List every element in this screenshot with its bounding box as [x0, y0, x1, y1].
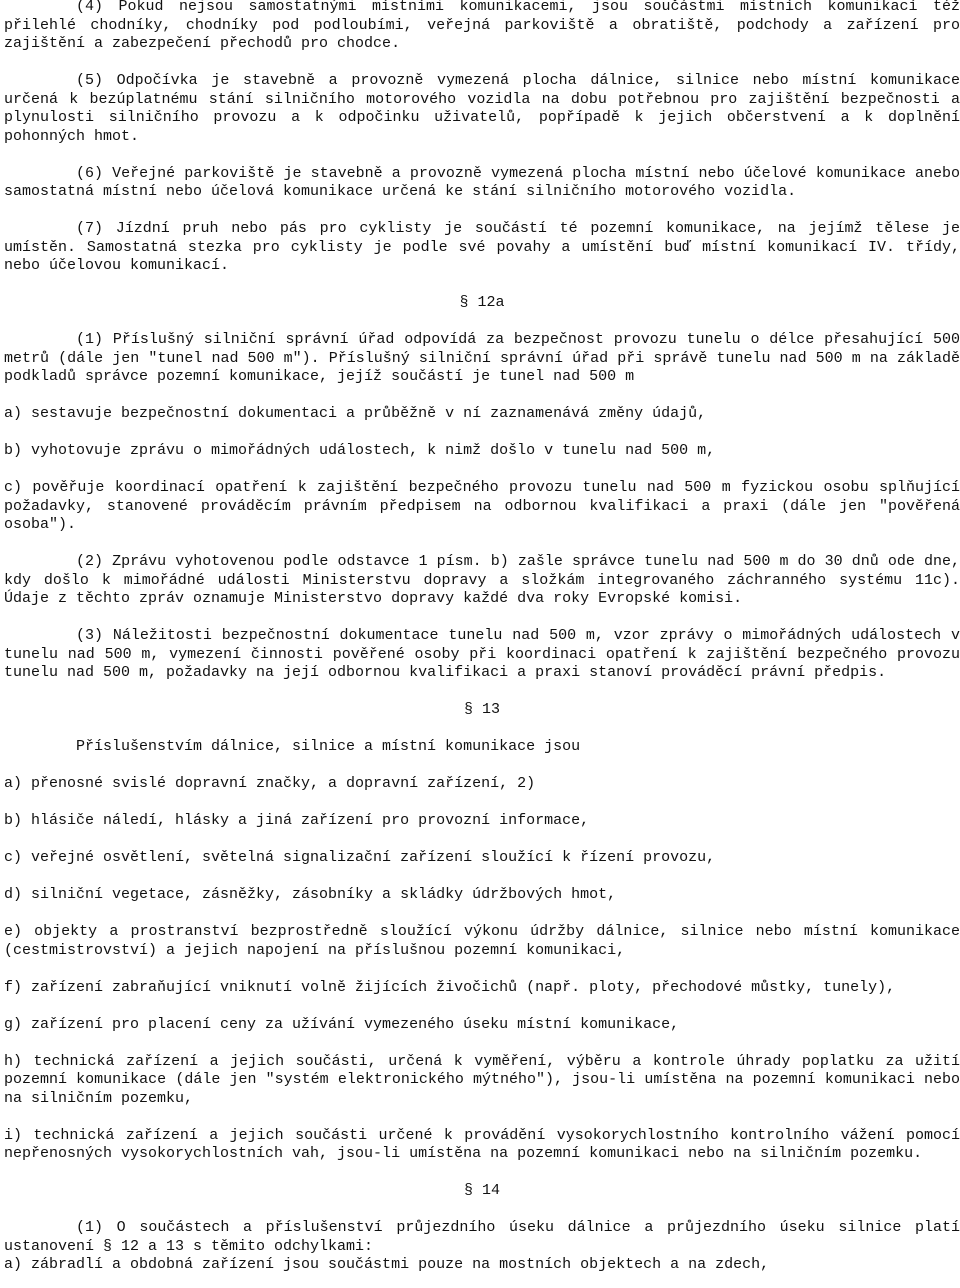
document-page [4, 0, 960, 1275]
paragraph-12a-3: (3) Náležitosti bezpečnostní dokumentace tunelu nad 500 m, vzor zprávy o mimořádných událostech v tunelu nad 500 m, vymezení činnosti pověřené osoby při koordinaci opatření k zajištění bezpečného provozu tunelu nad 500 m, požadavky na její odbornou kvalifikaci a praxi stanoví prováděcí právní předpis. [4, 627, 960, 681]
list-item-12a-b: b) vyhotovuje zprávu o mimořádných událostech, k nimž došlo v tunelu nad 500 m, [4, 442, 716, 459]
section-heading-14: § 14 [463, 1182, 500, 1199]
list-item-13-f: f) zařízení zabraňující vniknutí volně žijících živočichů (např. ploty, přechodové můstky, tunely), [4, 978, 896, 996]
list-item-13-b: b) hlásiče náledí, hlásky a jiná zařízení pro provozní informace, [4, 812, 590, 829]
list-item-13-c: c) veřejné osvětlení, světelná signalizační zařízení sloužící k řízení provozu, [4, 849, 716, 866]
list-item-12a-a: a) sestavuje bezpečnostní dokumentaci a průběžně v ní zaznamenává změny údajů, [4, 405, 707, 422]
paragraph-12-5: (5) Odpočívka je stavebně a provozně vymezená plocha dálnice, silnice nebo místní komunikace určená k bezúplatnému stání silničního motorového vozidla na dobu potřebnou pro zajištění bezpečnosti a plynulosti silničního provozu a k odpočinku uživatelů, popřípadě k jejich občerstvení a k doplnění pohonných hmot. [4, 72, 960, 145]
list-item-14-a: a) zábradlí a obdobná zařízení jsou součástmi pouze na mostních objektech a na zdech, [4, 1256, 770, 1273]
list-item-13-i: i) technická zařízení a jejich součásti určené k provádění vysokorychlostního kontrolního vážení pomocí nepřenosných vysokorychlostních vah, jsou-li umístěna na pozemní komunikaci nebo na silničním pozemku. [4, 1126, 960, 1162]
section-heading-12a: § 12a [459, 294, 505, 311]
paragraph-12a-2: (2) Zprávu vyhotovenou podle odstavce 1 písm. b) zašle správce tunelu nad 500 m do 30 dnů ode dne, kdy došlo k mimořádné události Ministerstvu dopravy a složkám integrovaného záchranného systému 11c). Údaje z těchto zpráv oznamuje Ministerstvo dopravy každé dva roky Evropské komisi. [4, 553, 960, 607]
list-item-12a-c: c) pověřuje koordinací opatření k zajištění bezpečného provozu tunelu nad 500 m fyzickou osobu splňující požadavky, stanovené prováděcím právním předpisem na odbornou kvalifikaci a praxi (dále jen "pověřená osoba"). [4, 479, 960, 533]
list-item-13-a: a) přenosné svislé dopravní značky, a dopravní zařízení, 2) [4, 775, 536, 792]
paragraph-14-1: (1) O součástech a příslušenství průjezdního úseku dálnice a průjezdního úseku silnice platí ustanovení § 12 a 13 s těmito odchylkami: [4, 1219, 960, 1255]
list-item-13-e: e) objekty a prostranství bezprostředně sloužící výkonu údržby dálnice, silnice nebo místní komunikace (cestmistrovství) a jejich napojení na příslušnou pozemní komunikaci, [4, 923, 960, 959]
paragraph-12-4: (4) Pokud nejsou samostatnými místními komunikacemi, jsou součástmi místních komunikací též přilehlé chodníky, chodníky pod podloubími, veřejná parkoviště a obratiště, podchody a zařízení pro zajištění a zabezpečení přechodů pro chodce. [4, 0, 960, 52]
paragraph-12-6: (6) Veřejné parkoviště je stavebně a provozně vymezená plocha místní nebo účelové komunikace anebo samostatná místní nebo účelová komunikace určená ke stání silničního motorového vozidla. [4, 164, 960, 200]
list-item-13-g: g) zařízení pro placení ceny za užívání vymezeného úseku místní komunikace, [4, 1015, 680, 1033]
section-13-intro: Příslušenstvím dálnice, silnice a místní komunikace jsou [76, 738, 581, 755]
paragraph-12a-1: (1) Příslušný silniční správní úřad odpovídá za bezpečnost provozu tunelu o délce přesahující 500 metrů (dále jen "tunel nad 500 m"). Příslušný silniční správní úřad při správě tunelu nad 500 m na základě podkladů správce pozemní komunikace, jejíž součástí je tunel nad 500 m [4, 331, 960, 385]
section-heading-13: § 13 [463, 701, 500, 718]
paragraph-12-7: (7) Jízdní pruh nebo pás pro cyklisty je součástí té pozemní komunikace, na jejímž tělese je umístěn. Samostatná stezka pro cyklisty je podle své povahy a umístění buď místní komunikací IV. třídy, nebo účelovou komunikací. [4, 220, 960, 274]
list-item-13-h: h) technická zařízení a jejich součásti, určená k vyměření, výběru a kontrole úhrady poplatku za užití pozemní komunikace (dále jen "systém elektronického mýtného"), jsou-li umístěna na pozemní komunikaci nebo na silničním pozemku, [4, 1052, 960, 1107]
list-item-13-d: d) silniční vegetace, zásněžky, zásobníky a skládky údržbových hmot, [4, 886, 617, 903]
